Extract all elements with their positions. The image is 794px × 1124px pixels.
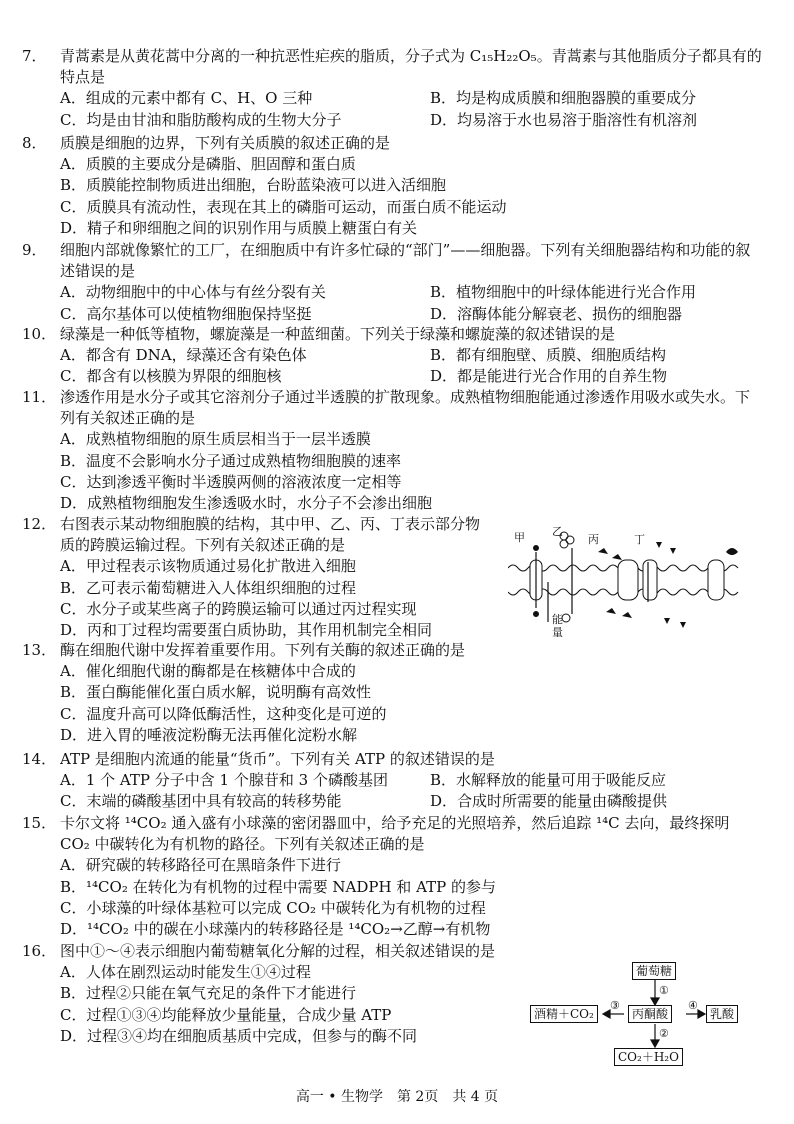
question-11: [22, 387, 762, 514]
question-8: [22, 133, 762, 239]
option-b: B．过程②只能在氧气充足的条件下才能进行: [60, 984, 357, 1003]
option-b: B．质膜能控制物质进出细胞，台盼蓝染液可以进入活细胞: [60, 176, 447, 195]
question-number: 10．: [22, 325, 57, 343]
option-c: C．水分子或某些离子的跨膜运输可以通过丙过程实现: [60, 599, 417, 618]
pyruvate-box: 丙酮酸: [628, 1005, 672, 1023]
option-d: D．均易溶于水也易溶于脂溶性有机溶剂: [430, 110, 698, 129]
ethanol-box: 酒精＋CO₂: [530, 1005, 598, 1023]
label-energy-1: 能: [552, 613, 563, 626]
option-d: D．¹⁴CO₂ 中的碳在小球藻内的转移路径是 ¹⁴CO₂→乙醇→有机物: [60, 920, 491, 939]
co2-water-box: CO₂＋H₂O: [614, 1048, 683, 1066]
option-c: C．过程①③④均能释放少量能量，合成少量 ATP: [60, 1005, 392, 1024]
option-a: A．动物细胞中的中心体与有丝分裂有关: [60, 283, 326, 302]
question-stem: 卡尔文将 ¹⁴CO₂ 通入盛有小球藻的密闭器皿中，给予充足的光照培养，然后追踪 ¹⁴C 去向，最终探明 CO₂ 中碳转化为有机物的路径。下列有关叙述正确的是: [60, 814, 730, 854]
question-14: [22, 749, 762, 813]
lactate-box: 乳酸: [706, 1005, 738, 1023]
option-a: A．甲过程表示该物质通过易化扩散进入细胞: [60, 557, 356, 576]
option-c: C．都含有以核膜为界限的细胞核: [60, 367, 282, 386]
label-ding: 丁: [634, 533, 645, 546]
question-stem: 绿藻是一种低等植物，螺旋藻是一种蓝细菌。下列关于绿藻和螺旋藻的叙述错误的是: [60, 325, 616, 343]
option-a: A．研究碳的转移路径可在黑暗条件下进行: [60, 856, 341, 875]
question-7: [22, 46, 762, 131]
option-c: C．小球藻的叶绿体基粒可以完成 CO₂ 中碳转化为有机物的过程: [60, 898, 486, 917]
option-a: A．1 个 ATP 分子中含 1 个腺苷和 3 个磷酸基团: [60, 771, 388, 790]
question-number: 15．: [22, 814, 57, 832]
option-d: D．都是能进行光合作用的自养生物: [430, 367, 668, 386]
question-13: [22, 640, 762, 746]
question-stem: 青蒿素是从黄花蒿中分离的一种抗恶性疟疾的脂质，分子式为 C₁₅H₂₂O₅。青蒿素与其他脂质分子都具有的特点是: [60, 47, 762, 87]
option-d: D．合成时所需要的能量由磷酸提供: [430, 792, 668, 811]
option-c: C．质膜具有流动性，表现在其上的磷脂可运动，而蛋白质不能运动: [60, 197, 507, 216]
glucose-pathway-figure: [528, 960, 768, 1068]
question-stem: 酶在细胞代谢中发挥着重要作用。下列有关酶的叙述正确的是: [60, 641, 466, 659]
option-a: A．成熟植物细胞的原生质层相当于一层半透膜: [60, 430, 371, 449]
question-number: 14．: [22, 750, 57, 768]
membrane-diagram: [508, 522, 758, 642]
question-stem: 细胞内部就像繁忙的工厂，在细胞质中有许多忙碌的“部门”——细胞器。下列有关细胞器结构和功能的叙述错误的是: [60, 241, 751, 281]
option-a: A．人体在剧烈运动时能发生①④过程: [60, 963, 311, 982]
option-b: B．乙可表示葡萄糖进入人体组织细胞的过程: [60, 578, 357, 597]
page-footer: 高一 • 生物学 第 2页 共 4 页: [295, 1089, 499, 1105]
question-number: 12．: [22, 515, 57, 533]
option-a: A．组成的元素中都有 C、H、O 三种: [60, 89, 313, 108]
option-c: C．末端的磷酸基团中具有较高的转移势能: [60, 792, 342, 811]
option-a: A．质膜的主要成分是磷脂、胆固醇和蛋白质: [60, 155, 356, 174]
membrane-protein: [708, 560, 724, 600]
pump-protein: [643, 560, 657, 600]
option-d: D．丙和丁过程均需要蛋白质协助，其作用机制完全相同: [60, 621, 433, 640]
question-9: [22, 240, 762, 325]
step-4-label: ④: [688, 999, 698, 1012]
option-d: D．成熟植物细胞发生渗透吸水时，水分子不会渗出细胞: [60, 494, 433, 513]
question-15: [22, 813, 762, 940]
step-3-label: ③: [610, 999, 620, 1012]
label-bing: 丙: [588, 533, 599, 546]
option-b: B．¹⁴CO₂ 在转化为有机物的过程中需要 NADPH 和 ATP 的参与: [60, 877, 496, 896]
label-energy-2: 量: [552, 626, 563, 639]
step-1-label: ①: [659, 984, 669, 997]
question-stem: ATP 是细胞内流通的能量“货币”。下列有关 ATP 的叙述错误的是: [60, 750, 495, 768]
option-c: C．高尔基体可以使植物细胞保持坚挺: [60, 304, 312, 323]
option-a: A．都含有 DNA，绿藻还含有染色体: [60, 346, 307, 365]
option-b: B．水解释放的能量可用于吸能反应: [430, 771, 667, 790]
carrier-protein: [618, 560, 638, 600]
option-d: D．溶酶体能分解衰老、损伤的细胞器: [430, 304, 683, 323]
label-yi: 乙: [552, 525, 563, 538]
question-stem: 图中①～④表示细胞内葡萄糖氧化分解的过程，相关叙述错误的是: [60, 942, 496, 960]
option-b: B．植物细胞中的叶绿体能进行光合作用: [430, 283, 697, 302]
question-stem: 质膜是细胞的边界，下列有关质膜的叙述正确的是: [60, 134, 391, 152]
question-number: 13．: [22, 641, 57, 659]
question-number: 9．: [22, 241, 47, 259]
option-c: C．达到渗透平衡时半透膜两侧的溶液浓度一定相等: [60, 472, 402, 491]
question-10: [22, 324, 762, 388]
question-number: 16．: [22, 942, 57, 960]
step-2-label: ②: [659, 1027, 669, 1040]
question-number: 7．: [22, 47, 47, 65]
question-number: 8．: [22, 134, 47, 152]
membrane-transport-figure: [508, 522, 758, 642]
option-b: B．蛋白酶能催化蛋白质水解，说明酶有高效性: [60, 683, 372, 702]
glucose-box: 葡萄糖: [632, 962, 676, 980]
question-number: 11．: [22, 388, 57, 406]
option-a: A．催化细胞代谢的酶都是在核糖体中合成的: [60, 662, 356, 681]
option-c: C．温度升高可以降低酶活性，这种变化是可逆的: [60, 704, 387, 723]
option-d: D．精子和卵细胞之间的识别作用与质膜上糖蛋白有关: [60, 218, 418, 237]
option-c: C．均是由甘油和脂肪酸构成的生物大分子: [60, 110, 342, 129]
option-b: B．都有细胞壁、质膜、细胞质结构: [430, 346, 667, 365]
question-stem: 右图表示某动物细胞膜的结构，其中甲、乙、丙、丁表示部分物质的跨膜运输过程。下列有关叙述正确的是: [60, 515, 481, 555]
option-d: D．过程③④均在细胞质基质中完成，但参与的酶不同: [60, 1026, 418, 1045]
label-jia: 甲: [514, 531, 525, 544]
option-d: D．进入胃的唾液淀粉酶无法再催化淀粉水解: [60, 725, 358, 744]
question-stem: 渗透作用是水分子或其它溶剂分子通过半透膜的扩散现象。成熟植物细胞能通过渗透作用吸水或失水。下列有关叙述正确的是: [60, 388, 751, 428]
option-b: B．均是构成质膜和细胞器膜的重要成分: [430, 89, 697, 108]
option-b: B．温度不会影响水分子通过成熟植物细胞膜的速率: [60, 451, 402, 470]
